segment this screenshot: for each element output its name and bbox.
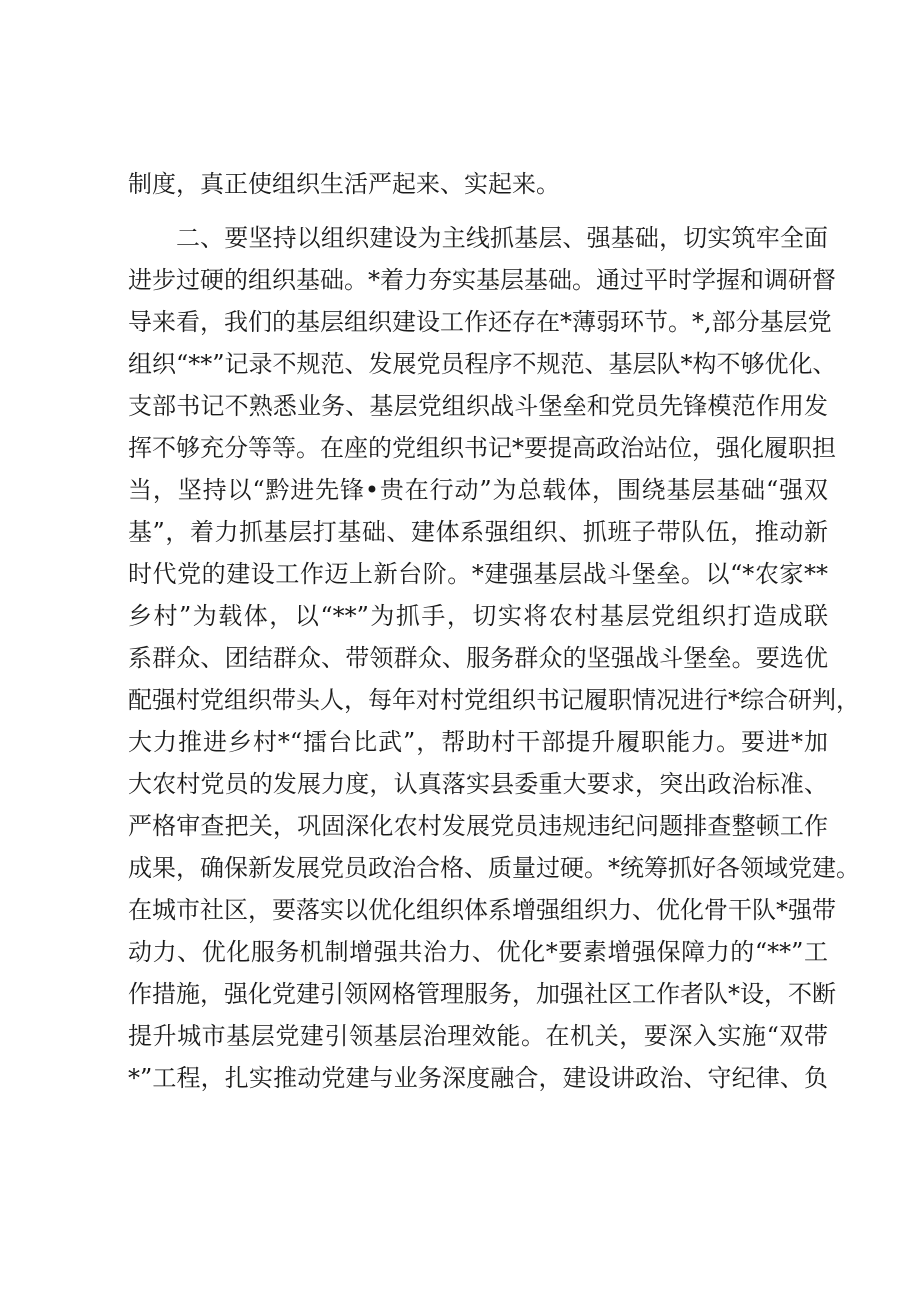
paragraph-2-line-6: 挥不够充分等等。在座的党组织书记*要提高政治站位，强化履职担	[128, 434, 836, 462]
paragraph-2-line-11: 系群众、团结群众、带领群众、服务群众的坚强战斗堡垒。要选优	[128, 644, 828, 672]
paragraph-2-line-3: 导来看，我们的基层组织建设工作还存在*薄弱环节。*,部分基层党	[128, 308, 832, 336]
paragraph-2-line-7: 当，坚持以“黔进先锋•贵在行动”为总载体，围绕基层基础“强双	[128, 476, 828, 504]
document-body	[128, 163, 860, 1099]
paragraph-2-line-21: *”工程，扎实推动党建与业务深度融合，建设讲政治、守纪律、负	[128, 1064, 828, 1092]
paragraph-2-line-17: 在城市社区，要落实以优化组织体系增强组织力、优化骨干队*强带	[128, 896, 836, 924]
paragraph-2-line-20: 提升城市基层党建引领基层治理效能。在机关，要深入实施“双带	[128, 1022, 828, 1050]
paragraph-2-line-9: 时代党的建设工作迈上新台阶。*建强基层战斗堡垒。以“*农家**	[128, 560, 828, 588]
paragraph-2-line-1: 二、要坚持以组织建设为主线抓基层、强基础，切实筑牢全面	[176, 224, 828, 252]
paragraph-2-line-10: 乡村”为载体，以“**”为抓手，切实将农村基层党组织打造成联	[128, 602, 828, 630]
paragraph-1-line-1: 制度，真正使组织生活严起来、实起来。	[128, 170, 560, 198]
paragraph-2-line-15: 严格审查把关，巩固深化农村发展党员违规违纪问题排查整顿工作	[128, 812, 828, 840]
paragraph-2-line-5: 支部书记不熟悉业务、基层党组织战斗堡垒和党员先锋模范作用发	[128, 392, 828, 420]
paragraph-2-line-4: 组织“**”记录不规范、发展党员程序不规范、基层队*构不够优化、	[128, 350, 837, 378]
paragraph-2-line-19: 作措施，强化党建引领网格管理服务，加强社区工作者队*设，不断	[128, 980, 836, 1008]
paragraph-2-line-8: 基”，着力抓基层打基础、建体系强组织、抓班子带队伍，推动新	[128, 518, 828, 546]
paragraph-2-line-16: 成果，确保新发展党员政治合格、质量过硬。*统筹抓好各领域党建。	[128, 854, 860, 882]
paragraph-2-line-13: 大力推进乡村*“擂台比武”，帮助村干部提升履职能力。要进*加	[128, 728, 828, 756]
paragraph-2-line-2: 进步过硬的组织基础。*着力夯实基层基础。通过平时学握和调研督	[128, 266, 836, 294]
paragraph-2-line-12: 配强村党组织带头人，每年对村党组织书记履职情况进行*综合研判，	[128, 686, 860, 714]
paragraph-2-line-14: 大农村党员的发展力度，认真落实县委重大要求，突出政治标准、	[128, 770, 828, 798]
paragraph-2-line-18: 动力、优化服务机制增强共治力、优化*要素增强保障力的“**”工	[128, 938, 828, 966]
